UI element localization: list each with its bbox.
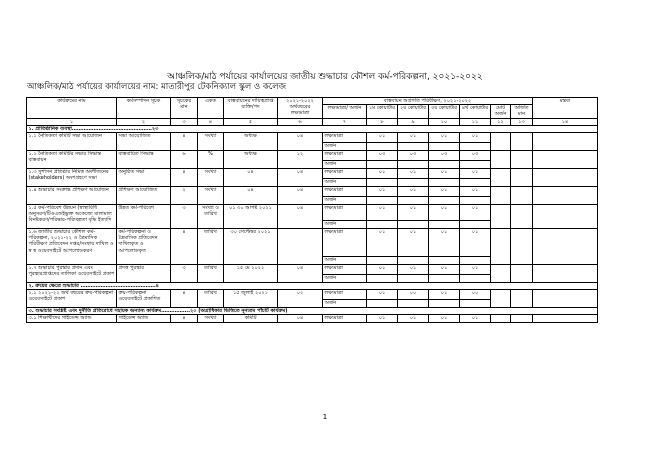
index-value-cell: ২ [171,187,198,205]
section-heading: ১. প্রাতিষ্ঠানিক ব্যবস্থা…………………………………………২৩ [27,125,598,132]
quarter-achievement [429,143,460,151]
quarter-target: ০১ [367,169,398,179]
annual-target-cell: ০৪ [278,133,323,151]
responsible-cell: কমিটি [224,315,278,323]
page-number: 1 [322,413,328,421]
table-row [27,315,598,323]
quarter-achievement [460,179,491,187]
quarter-achievement [429,221,460,229]
annual-target-cell: ০৪ [278,187,323,205]
quarter-achievement [398,221,429,229]
activity-cell: ১.৬ জাতীয় শুদ্ধাচার কৌশল কর্ম-পরিকল্পনা, ২০২১-২২ ও ত্রৈমাসিক পরিবীক্ষণ প্রতিবেদন দপ্তর/সংস্থায় দাখিল ও স্ব স্ব ওয়েবসাইটে আপলোডকরণ [27,229,117,265]
table-row [27,133,598,143]
responsible-cell: ০৪ [224,187,278,205]
table-row [27,151,598,161]
quarter-achievement [429,300,460,308]
quarter-target: ০১ [398,315,429,323]
quarter-achievement [460,300,491,308]
quarter-achievement [367,257,398,265]
achievement-label: অর্জন [323,179,367,187]
quarter-target: ০১ [367,265,398,275]
table-row [27,187,598,197]
header-q4: ৪র্থ কোয়ার্টার [460,105,491,118]
total-cell [491,315,511,323]
unit-cell: সংখ্যা [198,315,224,323]
indicator-cell: উন্নত কর্ম-পরিবেশ [117,205,171,229]
quarter-target: ০১ [429,205,460,221]
activity-cell: ১.৩ সুশাসন প্রতিষ্ঠার নিমিত্ত অংশীজনের (stakeholders) অংশগ্রহণে সভা [27,169,117,187]
indicator-cell: প্রশিক্ষণ আয়োজিত [117,187,171,205]
quarter-target: ০৩ [398,151,429,161]
responsible-cell: অধ্যক্ষ [224,133,278,151]
table-row [27,205,598,221]
quarter-target: ০৩ [367,151,398,161]
quarter-achievement [398,143,429,151]
quarter-target: ০৩ [460,151,491,161]
header-remarks: মন্তব্য [533,98,598,119]
quarter-achievement [398,257,429,265]
quarter-achievement [367,143,398,151]
quarter-target: ০১ [460,187,491,197]
quarter-achievement [460,221,491,229]
quarter-target: ০১ [460,133,491,143]
annual-target-cell [278,229,323,265]
total-cell [491,133,511,151]
quarter-achievement [398,179,429,187]
quarter-achievement [398,197,429,205]
column-number: ৭ [323,118,367,125]
quarter-achievement [429,179,460,187]
target-label: লক্ষ্যমাত্রা [323,151,367,161]
total-cell [491,187,511,205]
remarks-cell [533,187,598,205]
unit-cell: তারিখ [198,265,224,283]
activity-cell: ৩.১ শিক্ষার্থীদের গাইডেন্স অ্যান্ড [27,315,117,323]
header-unit: একক [198,98,224,119]
target-label: লক্ষ্যমাত্রা [323,265,367,275]
total-cell [491,151,511,169]
index-value-cell: ৪ [171,315,198,323]
quarter-target: ০১ [429,187,460,197]
unit-cell: সংখ্যা ও তারিখ [198,205,224,229]
achieved-cell [511,169,533,187]
quarter-target: ০১ [367,290,398,300]
indicator-cell: অনুষ্ঠিত সভা [117,169,171,187]
header-row [27,98,598,105]
quarter-target: ০০ [398,290,429,300]
header-total: মোট অর্জন [491,105,511,118]
column-number: ৪ [198,118,224,125]
index-value-cell: ৪ [171,169,198,187]
target-label: লক্ষ্যমাত্রা [323,290,367,300]
index-value-cell: ৩ [171,205,198,229]
column-number: ৬ [278,118,323,125]
indicator-cell: সভা আয়োজিত [117,133,171,151]
unit-cell: সংখ্যা [198,187,224,205]
quarter-achievement [367,179,398,187]
quarter-achievement [367,275,398,283]
table-row [27,169,598,179]
quarter-target: ০১ [460,265,491,275]
column-number: ৩ [171,118,198,125]
index-value-cell: ৬ [171,151,198,169]
header-target-achievement: লক্ষ্যমাত্রা/ অর্জন [323,105,367,118]
activity-cell: ১.৭ শুদ্ধাচার পুরস্কার প্রদান এবং পুরস্কারপ্রাপ্তদের তালিকা ওয়েবসাইটে প্রকাশ [27,265,117,283]
unit-cell: সংখ্যা [198,169,224,187]
quarter-achievement [367,300,398,308]
total-cell [491,169,511,187]
quarter-achievement [429,275,460,283]
remarks-cell [533,290,598,308]
header-annual-target: ২০২১-২০২২ অর্থবছরের লক্ষ্যমাত্রা [278,98,323,119]
annual-target-cell: ০৪ [278,205,323,229]
achievement-label: অর্জন [323,161,367,169]
section-row [27,308,598,315]
quarter-achievement [429,161,460,169]
annual-target-cell: ১২ [278,151,323,169]
quarter-target: ০০ [460,290,491,300]
achieved-cell [511,265,533,283]
office-name: আঞ্চলিক/মাঠ পর্যায়ের কার্যালয়ের নাম: মাতারীপুর টেকনিক্যাল স্কুল ও কলেজ [27,82,287,92]
achieved-cell [511,205,533,229]
quarter-target: ০১ [460,169,491,179]
header-responsible: বাস্তবায়নের দায়িত্বপ্রাপ্ত ব্যক্তি/পদ [224,98,278,119]
quarter-target: ০১ [367,315,398,323]
index-value-cell: ৪ [171,133,198,151]
index-value-cell: ৪ [171,290,198,308]
header-q1: ১ম কোয়ার্টার [367,105,398,118]
remarks-cell [533,315,598,323]
responsible-cell: ৩০ সেপ্টেম্বর ২০২১ [224,229,278,265]
remarks-cell [533,229,598,265]
header-progress-group: বাস্তবায়ন অগ্রগতি পরিবীক্ষণ, ২০২১-২০২২ [323,98,533,105]
column-number: ৫ [224,118,278,125]
table-row [27,265,598,275]
quarter-target: ০১ [429,265,460,275]
column-number: ৯ [398,118,429,125]
column-number: ১২ [491,118,511,125]
responsible-cell: ০১ ৩০ আগষ্ট ২০২১ [224,205,278,229]
responsible-cell: ০৪ [224,169,278,187]
header-q3: ৩য় কোয়ার্টার [429,105,460,118]
total-cell [491,205,511,229]
column-number: ১০ [429,118,460,125]
remarks-cell [533,151,598,169]
header-indicator: কর্মসম্পাদন সূচক [117,98,171,119]
quarter-achievement [460,257,491,265]
quarter-achievement [429,257,460,265]
indicator-cell: গাইডেন্স অ্যান্ড [117,315,171,323]
quarter-target: ০১ [367,205,398,221]
remarks-cell [533,265,598,283]
target-label: লক্ষ্যমাত্রা [323,315,367,323]
total-cell [491,290,511,308]
quarter-achievement [398,275,429,283]
index-value-cell: ৩ [171,265,198,283]
unit-cell: তারিখ [198,229,224,265]
quarter-achievement [460,197,491,205]
section-heading: ২. ক্রয়ের ক্ষেত্রে শুদ্ধাচার ………………………………………৪ [27,283,598,290]
achievement-label: অর্জন [323,143,367,151]
indicator-cell: প্রদত্ত পুরস্কার [117,265,171,283]
quarter-target: ০১ [429,290,460,300]
achievement-label: অর্জন [323,221,367,229]
achievement-label: অর্জন [323,257,367,265]
quarter-achievement [367,221,398,229]
quarter-achievement [367,197,398,205]
table-row [27,290,598,300]
remarks-cell [533,169,598,187]
target-label: লক্ষ্যমাত্রা [323,169,367,179]
activity-cell: ১.৪ শুদ্ধাচার সংক্রান্ত প্রশিক্ষণ আয়োজন [27,187,117,205]
quarter-achievement [398,161,429,169]
quarter-achievement [398,300,429,308]
total-cell [491,229,511,265]
header-index-value: সূচকের মান [171,98,198,119]
quarter-target: ০১ [398,169,429,179]
table-row [27,229,598,257]
quarter-target: ০১ [429,133,460,143]
quarter-target: ০১ [367,229,398,257]
achieved-cell [511,290,533,308]
quarter-target: ০১ [398,265,429,275]
quarter-target: ০১ [398,187,429,197]
annual-target-cell: ০৪ [278,315,323,323]
quarter-target: ০১ [398,205,429,221]
indicator-cell: ক্রয়-পরিকল্পনা ওয়েবসাইটে প্রকাশিত [117,290,171,308]
responsible-cell: অধ্যক্ষ [224,151,278,169]
indicator-cell: কর্ম-পরিকল্পনা ও ত্রৈমাসিক প্রতিবেদন দাখিলকৃত ও আপলোডকৃত [117,229,171,265]
action-plan-table [26,97,598,323]
remarks-cell [533,133,598,151]
achieved-cell [511,151,533,169]
section-heading: ৩. শুদ্ধাচার সংশ্লিষ্ট এবং দুর্নীতি প্রতিরোধে সহায়ক অন্যান্য কার্যক্রম……………..২০ (অগ্রাধিকার ভিত্তিতে নূন্যতম পাঁচটি কার্যক্রম) [27,308,598,315]
quarter-target: ০১ [367,187,398,197]
column-number: ৮ [367,118,398,125]
achieved-cell [511,187,533,205]
achieved-cell [511,133,533,151]
quarter-target: ০১ [460,229,491,257]
quarter-achievement [460,143,491,151]
achieved-cell [511,315,533,323]
quarter-target: ০১ [398,229,429,257]
total-cell [491,265,511,283]
column-number: ১ [27,118,117,125]
quarter-achievement [367,161,398,169]
activity-cell: ১.১ নৈতিকতা কমিটি সভা আয়োজন [27,133,117,151]
column-number: ১৩ [511,118,533,125]
column-number: ২ [117,118,171,125]
quarter-achievement [460,275,491,283]
column-number-row [27,118,598,125]
header-activity: কার্যক্রমের নাম [27,98,117,119]
column-number: ১১ [460,118,491,125]
quarter-target: ০৩ [429,151,460,161]
header-achieved: অর্জিত মান [511,105,533,118]
annual-target-cell: ০৪ [278,265,323,283]
unit-cell: তারিখ [198,290,224,308]
achievement-label: অর্জন [323,275,367,283]
activity-cell: ২.১ ২০২১-২২ অর্থ বছরের ক্রয়-পরিকল্পনা ওয়েবসাইটে প্রকাশ [27,290,117,308]
achievement-label: অর্জন [323,300,367,308]
index-value-cell: ৪ [171,229,198,265]
annual-target-cell: ০৪ [278,169,323,187]
responsible-cell: ১৫ মে ২০২২ [224,265,278,283]
header-q2: ২য় কোয়ার্টার [398,105,429,118]
section-row [27,283,598,290]
indicator-cell: বাস্তবায়িত সিদ্ধান্ত [117,151,171,169]
quarter-target: ০১ [460,205,491,221]
quarter-target: ০১ [367,133,398,143]
target-label: লক্ষ্যমাত্রা [323,229,367,257]
quarter-target: ০১ [429,169,460,179]
quarter-achievement [429,197,460,205]
section-row [27,125,598,132]
achieved-cell [511,229,533,265]
target-label: লক্ষ্যমাত্রা [323,133,367,143]
quarter-achievement [460,161,491,169]
activity-cell: ১.২ নৈতিকতা কমিটির সভার সিদ্ধান্ত বাস্তবায়ন [27,151,117,169]
page-title: আঞ্চলিক/মাঠ পর্যায়ের কার্যালয়ের জাতীয় শুদ্ধাচার কৌশল কর্ম-পরিকল্পনা, ২০২১-২০২২ [167,72,483,82]
quarter-target: ০১ [460,315,491,323]
quarter-target: ০১ [398,133,429,143]
quarter-target: ০১ [429,229,460,257]
remarks-cell [533,205,598,229]
quarter-target: ০১ [429,315,460,323]
activity-cell: ১.৫ কর্ম-পরিবেশ উন্নয়ন (স্বাস্থ্যবিধি অনুসরণ/টিওএন্ডইভুক্ত অকেজো মালামাল বিনষ্টকরণ/পরিষ্কার-পরিচ্ছন্নতা বৃদ্ধি ইত্যাদি [27,205,117,229]
responsible-cell: ১৫ জুলাই ২০২১ [224,290,278,308]
column-number: ১৪ [533,118,598,125]
achievement-label: অর্জন [323,197,367,205]
target-label: লক্ষ্যমাত্রা [323,205,367,221]
annual-target-cell: ০২ [278,290,323,308]
target-label: লক্ষ্যমাত্রা [323,187,367,197]
unit-cell: সংখ্যা [198,133,224,151]
unit-cell: % [198,151,224,169]
